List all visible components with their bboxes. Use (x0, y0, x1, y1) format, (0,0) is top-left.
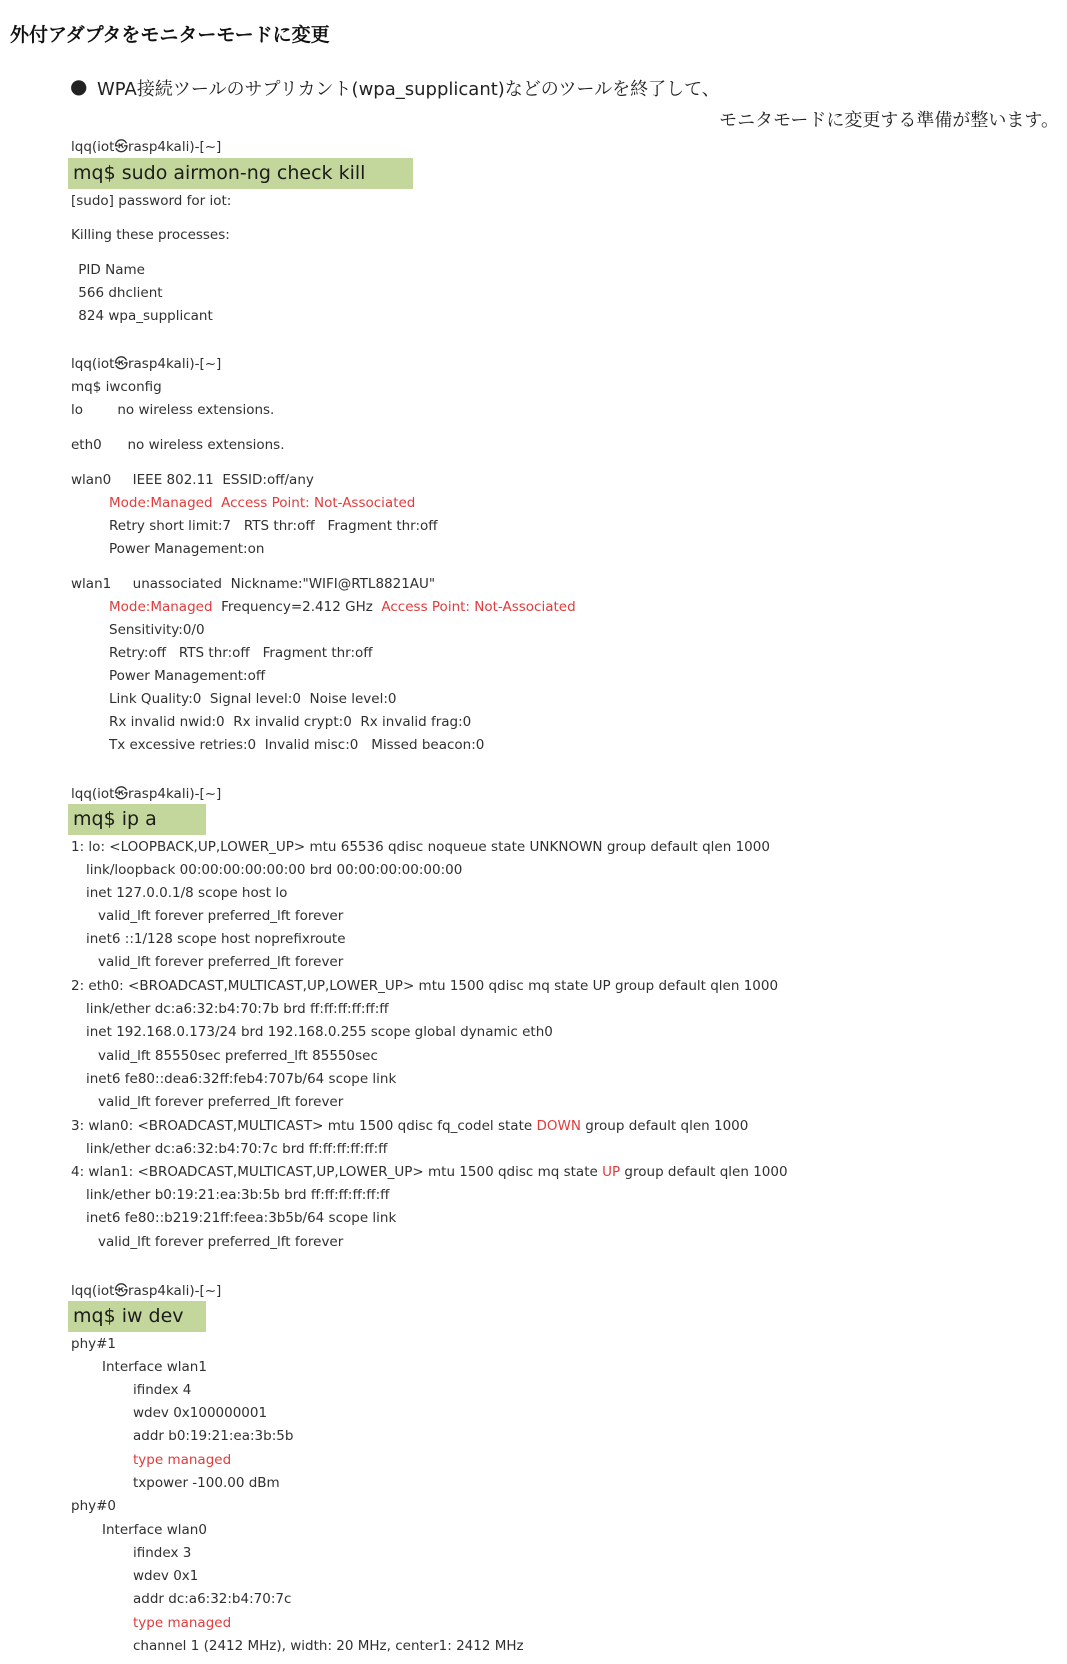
mode-managed-text: Mode:Managed (109, 599, 213, 615)
terminal-prompt: lqq(iot㉿rasp4kali)-[~] (71, 139, 222, 155)
command-line: mq$ iwconfig (71, 379, 162, 395)
output-line: Retry short limit:7 RTS thr:off Fragment thr:off (109, 518, 438, 534)
bullet-icon: ● (70, 74, 88, 98)
wlan1-line-tail: group default qlen 1000 (620, 1164, 788, 1180)
output-line: channel 1 (2412 MHz), width: 20 MHz, center1: 2412 MHz (133, 1638, 524, 1654)
output-line: Interface wlan1 (102, 1359, 207, 1375)
output-line: Interface wlan0 (102, 1522, 207, 1538)
wlan0-line-text: 3: wlan0: <BROADCAST,MULTICAST> mtu 1500 qdisc fq_codel state (71, 1118, 537, 1134)
output-line-highlight: Mode:Managed Access Point: Not-Associated (109, 495, 416, 511)
output-line: valid_lft forever preferred_lft forever (98, 1094, 344, 1110)
terminal-prompt: lqq(iot㉿rasp4kali)-[~] (71, 1283, 222, 1299)
output-line: inet 192.168.0.173/24 brd 192.168.0.255 scope global dynamic eth0 (86, 1024, 553, 1040)
command-highlight: mq$ iw dev (68, 1301, 206, 1332)
frequency-text: Frequency=2.412 GHz (212, 599, 382, 615)
output-line: addr b0:19:21:ea:3b:5b (133, 1428, 294, 1444)
output-line: lo no wireless extensions. (71, 402, 275, 418)
wlan1-line-text: 4: wlan1: <BROADCAST,MULTICAST,UP,LOWER_UP> mtu 1500 qdisc mq state (71, 1164, 603, 1180)
output-line: 824 wpa_supplicant (74, 308, 213, 324)
output-line: link/ether b0:19:21:ea:3b:5b brd ff:ff:ff:ff:ff:ff (86, 1187, 390, 1203)
output-line: wlan0 IEEE 802.11 ESSID:off/any (71, 472, 314, 488)
command-highlight: mq$ sudo airmon-ng check kill (68, 158, 413, 189)
output-line (71, 1164, 788, 1180)
intro-line-2: モニタモードに変更する準備が整います。 (719, 110, 1059, 131)
output-line: inet 127.0.0.1/8 scope host lo (86, 885, 288, 901)
state-down-text: DOWN (536, 1118, 581, 1134)
terminal-prompt: lqq(iot㉿rasp4kali)-[~] (71, 786, 222, 802)
output-line: addr dc:a6:32:b4:70:7c (133, 1591, 292, 1607)
output-line (71, 1118, 748, 1134)
access-point-text: Access Point: Not-Associated (381, 599, 576, 615)
output-line: Power Management:on (109, 541, 265, 557)
output-line: Retry:off RTS thr:off Fragment thr:off (109, 645, 373, 661)
output-line: wdev 0x100000001 (133, 1405, 268, 1421)
output-line: Killing these processes: (71, 227, 230, 243)
output-line (109, 599, 576, 615)
output-line: inet6 fe80::dea6:32ff:feb4:707b/64 scope link (86, 1071, 397, 1087)
output-line: ifindex 4 (133, 1382, 192, 1398)
wlan0-line-tail: group default qlen 1000 (580, 1118, 749, 1134)
output-line: Rx invalid nwid:0 Rx invalid crypt:0 Rx invalid frag:0 (109, 714, 472, 730)
output-line: valid_lft forever preferred_lft forever (98, 908, 344, 924)
page-title: 外付アダプタをモニターモードに変更 (10, 24, 330, 46)
output-line: valid_lft 85550sec preferred_lft 85550sec (98, 1048, 378, 1064)
output-line-highlight: type managed (133, 1615, 232, 1631)
output-line: valid_lft forever preferred_lft forever (98, 954, 344, 970)
output-line: inet6 fe80::b219:21ff:feea:3b5b/64 scope link (86, 1210, 397, 1226)
output-line: txpower -100.00 dBm (133, 1475, 280, 1491)
output-line: wdev 0x1 (133, 1568, 199, 1584)
output-line: eth0 no wireless extensions. (71, 437, 285, 453)
terminal-prompt: lqq(iot㉿rasp4kali)-[~] (71, 356, 222, 372)
command-highlight: mq$ ip a (68, 804, 206, 835)
output-line: link/ether dc:a6:32:b4:70:7b brd ff:ff:ff:ff:ff:ff (86, 1001, 389, 1017)
output-line: ifindex 3 (133, 1545, 192, 1561)
output-line: 2: eth0: <BROADCAST,MULTICAST,UP,LOWER_UP> mtu 1500 qdisc mq state UP group default qlen 1000 (71, 978, 779, 994)
intro-line-1: WPA接続ツールのサプリカント(wpa_supplicant)などのツールを終了して、 (97, 79, 720, 100)
output-line: 566 dhclient (74, 285, 163, 301)
output-line: Sensitivity:0/0 (109, 622, 205, 638)
output-line: phy#0 (71, 1498, 117, 1514)
output-line: [sudo] password for iot: (71, 193, 232, 209)
output-line: wlan1 unassociated Nickname:"WIFI@RTL8821AU" (71, 576, 436, 592)
output-line: 1: lo: <LOOPBACK,UP,LOWER_UP> mtu 65536 qdisc noqueue state UNKNOWN group default qlen 1000 (71, 839, 770, 855)
output-line-highlight: type managed (133, 1452, 232, 1468)
output-line: inet6 ::1/128 scope host noprefixroute (86, 931, 346, 947)
output-line: Power Management:off (109, 668, 266, 684)
output-line: PID Name (74, 262, 145, 278)
state-up-text: UP (602, 1164, 621, 1180)
output-line: link/loopback 00:00:00:00:00:00 brd 00:00:00:00:00:00 (86, 862, 463, 878)
output-line: Tx excessive retries:0 Invalid misc:0 Missed beacon:0 (109, 737, 485, 753)
output-line: link/ether dc:a6:32:b4:70:7c brd ff:ff:ff:ff:ff:ff (86, 1141, 388, 1157)
output-line: Link Quality:0 Signal level:0 Noise level:0 (109, 691, 397, 707)
output-line: phy#1 (71, 1336, 117, 1352)
output-line: valid_lft forever preferred_lft forever (98, 1234, 344, 1250)
